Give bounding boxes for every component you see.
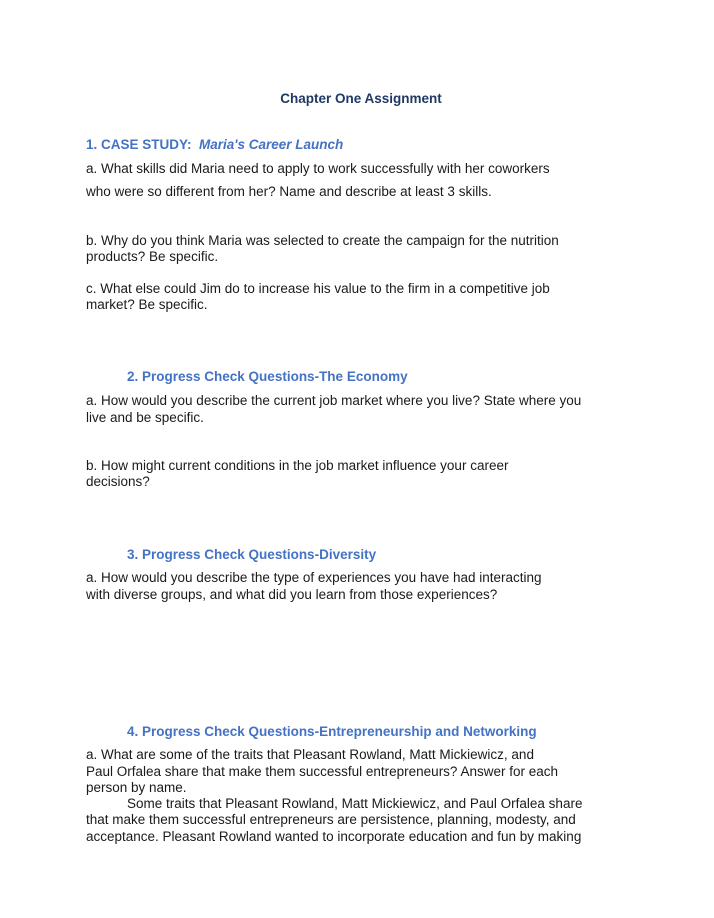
economy-question-a-line-2: live and be specific. — [86, 410, 204, 425]
economy-question-a-line-1: a. How would you describe the current job market where you live? State where you — [86, 393, 582, 408]
case-study-question-c-line-1: c. What else could Jim do to increase his value to the firm in a competitive job — [86, 281, 550, 296]
entrepreneurship-answer-line-3: acceptance. Pleasant Rowland wanted to incorporate education and fun by making — [86, 829, 582, 844]
diversity-heading: 3. Progress Check Questions-Diversity — [127, 547, 377, 562]
case-study-heading-title: Maria's Career Launch — [199, 137, 344, 152]
case-study-question-b-line-2: products? Be specific. — [86, 249, 219, 264]
economy-question-b-line-2: decisions? — [86, 474, 150, 489]
entrepreneurship-answer-line-1: Some traits that Pleasant Rowland, Matt Mickiewicz, and Paul Orfalea share — [127, 796, 583, 811]
case-study-question-a-line-1: a. What skills did Maria need to apply to work successfully with her coworkers — [86, 161, 550, 176]
diversity-question-a-line-1: a. How would you describe the type of experiences you have had interacting — [86, 570, 542, 585]
entrepreneurship-answer-line-2: that make them successful entrepreneurs are persistence, planning, modesty, and — [86, 812, 576, 827]
diversity-question-a-line-2: with diverse groups, and what did you learn from those experiences? — [86, 587, 498, 602]
document-title: Chapter One Assignment — [280, 91, 442, 106]
entrepreneurship-question-a-line-2: Paul Orfalea share that make them successful entrepreneurs? Answer for each — [86, 764, 558, 779]
case-study-heading-prefix: 1. CASE STUDY: — [86, 137, 192, 152]
case-study-question-b-line-1: b. Why do you think Maria was selected to create the campaign for the nutrition — [86, 233, 559, 248]
case-study-question-c-line-2: market? Be specific. — [86, 297, 208, 312]
case-study-question-a-line-2: who were so different from her? Name and describe at least 3 skills. — [86, 184, 492, 199]
entrepreneurship-question-a-line-1: a. What are some of the traits that Pleasant Rowland, Matt Mickiewicz, and — [86, 747, 534, 762]
economy-heading: 2. Progress Check Questions-The Economy — [127, 369, 408, 384]
case-study-heading — [86, 137, 343, 152]
entrepreneurship-heading: 4. Progress Check Questions-Entrepreneurship and Networking — [127, 724, 537, 739]
economy-question-b-line-1: b. How might current conditions in the job market influence your career — [86, 458, 509, 473]
entrepreneurship-question-a-line-3: person by name. — [86, 780, 187, 795]
